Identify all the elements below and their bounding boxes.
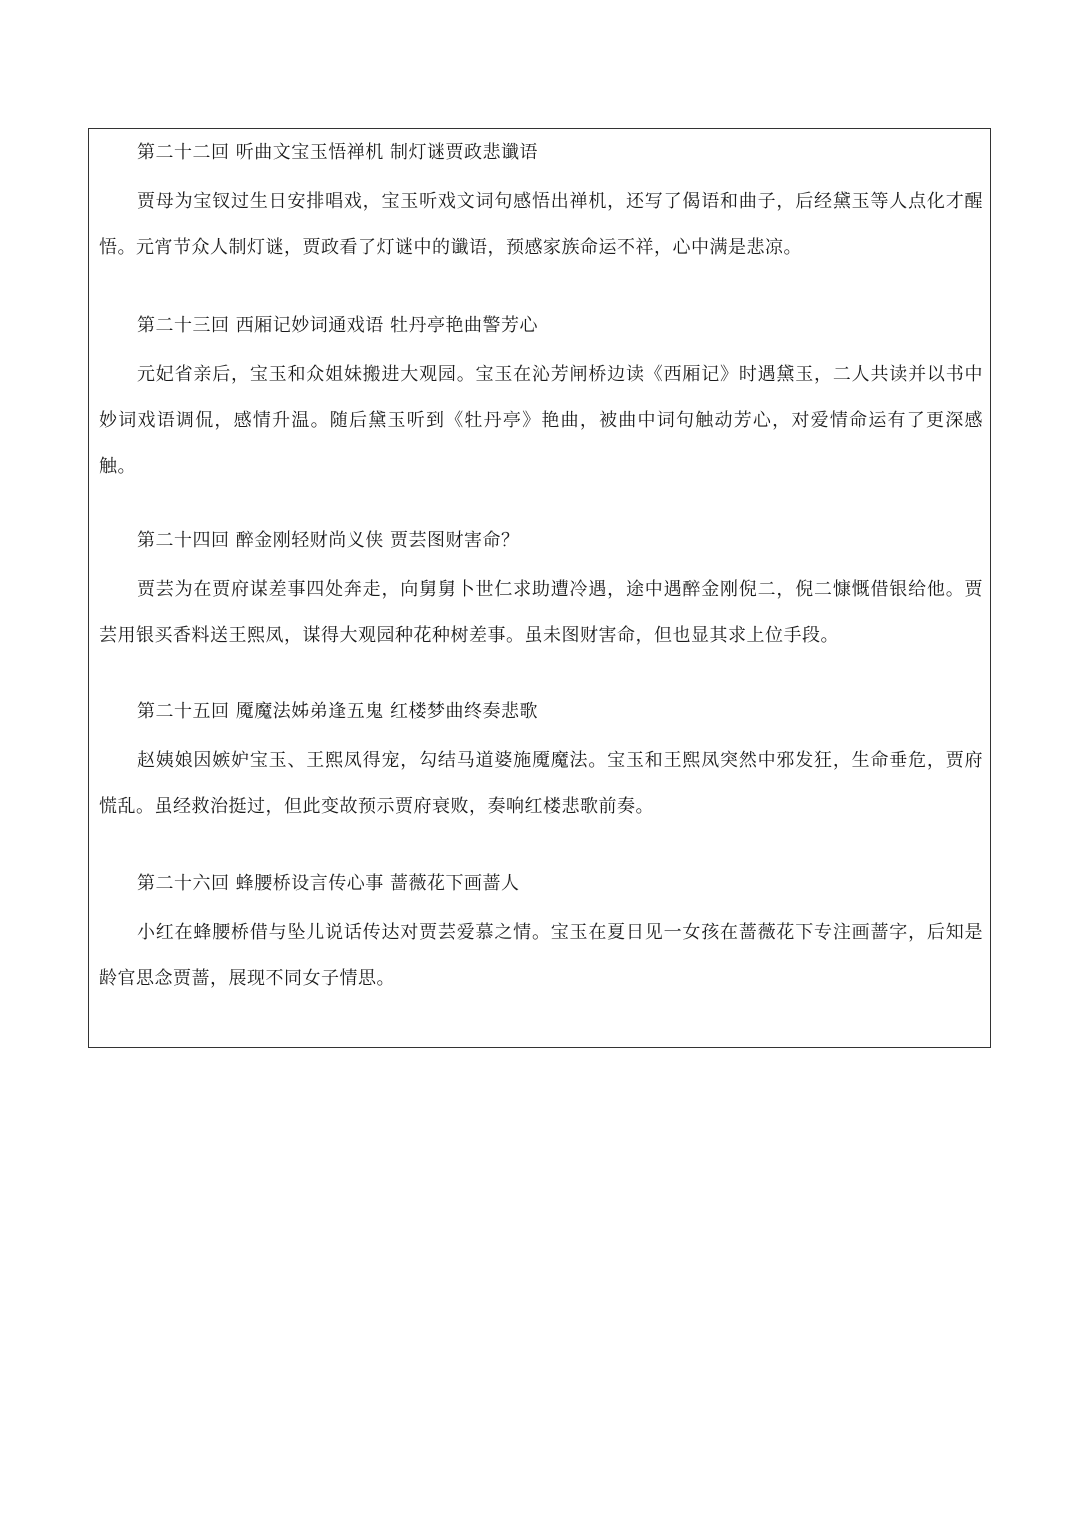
chapter-summary: 贾母为宝钗过生日安排唱戏，宝玉听戏文词句感悟出禅机，还写了偈语和曲子，后经黛玉等人点化才醒悟。元宵节众人制灯谜，贾政看了灯谜中的谶语，预感家族命运不祥，心中满是悲凉。: [99, 191, 983, 258]
chapter-block: [99, 312, 983, 490]
chapter-title: 第二十三回 西厢记妙词通戏语 牡丹亭艳曲警芳心: [137, 315, 538, 336]
chapter-block: [99, 139, 983, 271]
frame-continuation: [88, 1048, 991, 1049]
chapter-summary: 小红在蜂腰桥借与坠儿说话传达对贾芸爱慕之情。宝玉在夏日见一女孩在蔷薇花下专注画蔷字，后知是龄官思念贾蔷，展现不同女子情思。: [99, 922, 983, 989]
chapter-summary: 贾芸为在贾府谋差事四处奔走，向舅舅卜世仁求助遭冷遇，途中遇醉金刚倪二，倪二慷慨借银给他。贾芸用银买香料送王熙凤，谋得大观园种花种树差事。虽未图财害命，但也显其求上位手段。: [99, 579, 983, 646]
chapter-block: [99, 527, 983, 659]
chapter-title: 第二十二回 听曲文宝玉悟禅机 制灯谜贾政悲谶语: [137, 142, 538, 163]
chapter-summary: 赵姨娘因嫉妒宝玉、王熙凤得宠，勾结马道婆施魇魔法。宝玉和王熙凤突然中邪发狂，生命垂危，贾府慌乱。虽经救治挺过，但此变故预示贾府衰败，奏响红楼悲歌前奏。: [99, 750, 983, 817]
chapter-summary: 元妃省亲后，宝玉和众姐妹搬进大观园。宝玉在沁芳闸桥边读《西厢记》时遇黛玉，二人共读并以书中妙词戏语调侃，感情升温。随后黛玉听到《牡丹亭》艳曲，被曲中词句触动芳心，对爱情命运有了更深感触。: [99, 364, 983, 477]
content-table-frame: [88, 128, 991, 1048]
chapter-title: 第二十四回 醉金刚轻财尚义侠 贾芸图财害命？: [137, 530, 520, 551]
chapter-block: [99, 698, 983, 830]
chapter-block: [99, 870, 983, 1002]
chapter-title: 第二十五回 魇魔法姊弟逢五鬼 红楼梦曲终奏悲歌: [137, 701, 538, 722]
chapter-title: 第二十六回 蜂腰桥设言传心事 蔷薇花下画蔷人: [137, 873, 520, 894]
